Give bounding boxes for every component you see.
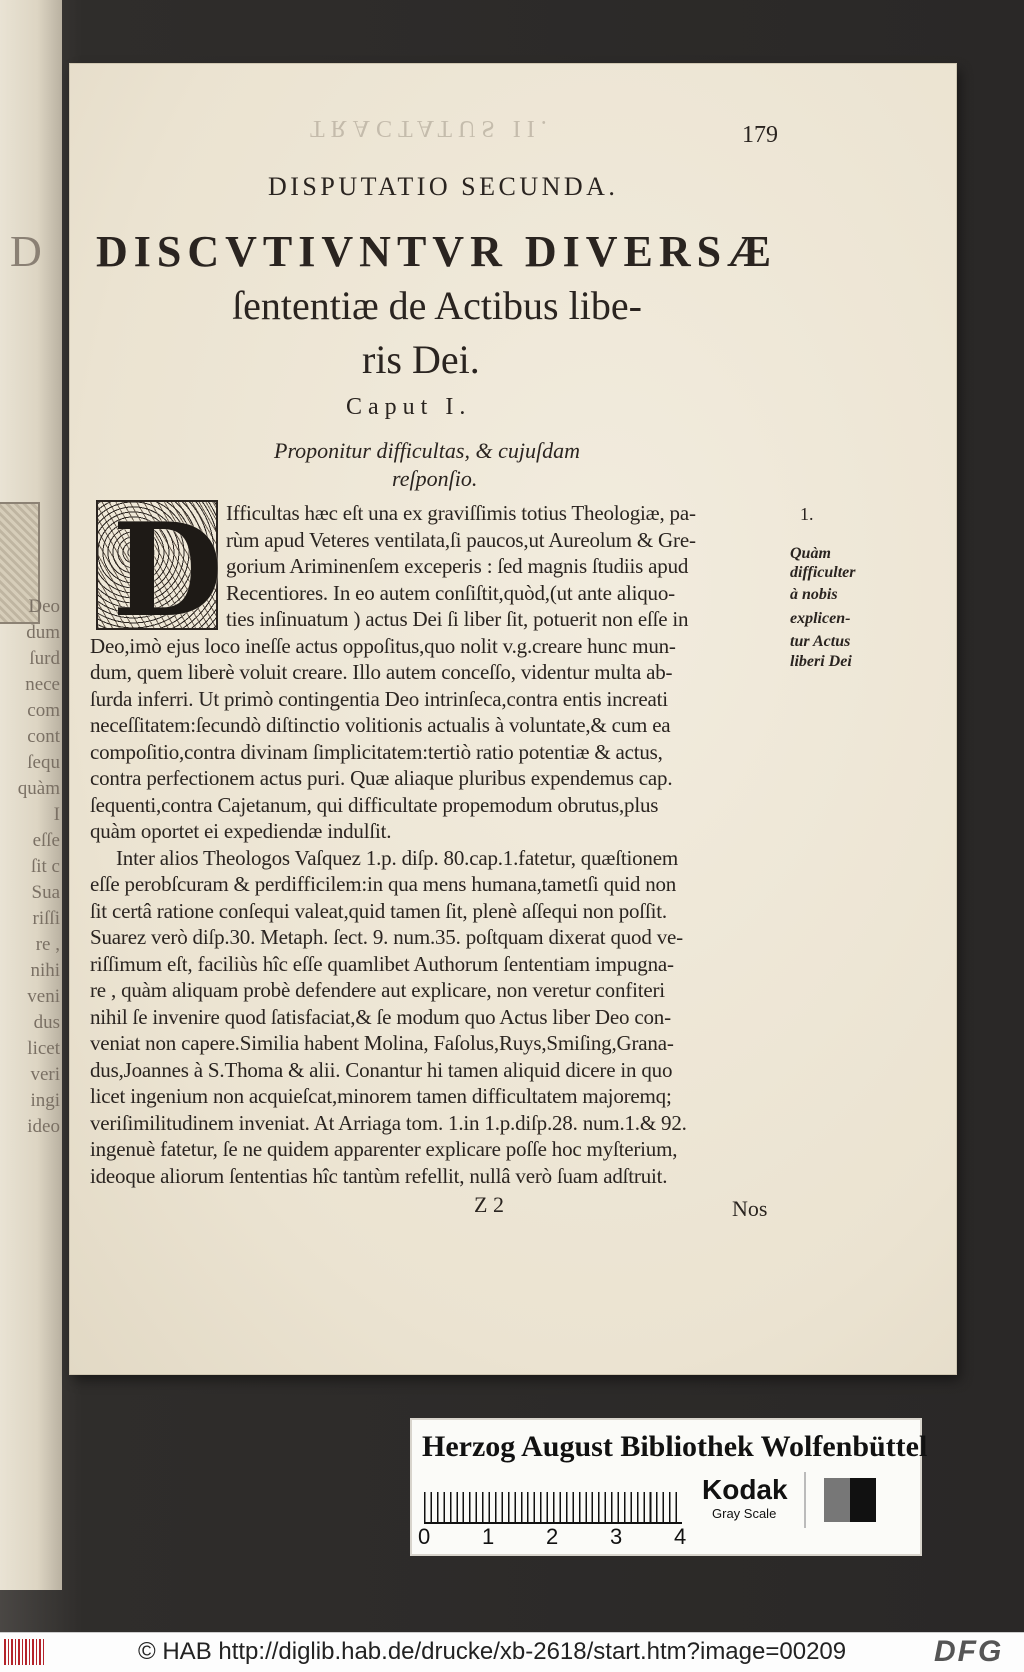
- scale-number: 1: [482, 1524, 495, 1549]
- left-fragment-line: Deo: [28, 596, 60, 617]
- left-page-initial: D: [10, 227, 42, 276]
- left-fragment-line: nihi: [30, 960, 60, 981]
- left-fragment-line: nece: [25, 674, 60, 695]
- kodak-logo: Kodak: [702, 1474, 788, 1505]
- gray-scale-label: Gray Scale: [712, 1506, 777, 1521]
- body-line: Suarez verò diſp.30. Metaph. ſect. 9. num.35. poſtquam dixerat quod ve-: [90, 925, 683, 949]
- left-fragment-line: cont: [27, 726, 60, 747]
- body-line: Ifficultas hæc eſt una ex graviſſimis totius Theologiæ, pa-: [226, 501, 696, 525]
- chapter-title-line: ris Dei.: [362, 337, 480, 382]
- body-line: rùm apud Veteres ventilata,ſi paucos,ut Aureolum & Gre-: [226, 527, 696, 552]
- left-fragment-line: Sua: [31, 882, 60, 903]
- body-line: gorium Ariminenſem exceperis : ſed magnis ſtudiis apud: [226, 554, 689, 578]
- chapter-title-line: ſententiæ de Actibus libe-: [232, 283, 642, 328]
- library-label-card: [412, 1420, 928, 1554]
- catchword: Nos: [732, 1196, 768, 1221]
- caput-heading: Caput I.: [346, 394, 472, 420]
- body-line: ties inſinuatum ) actus Dei ſi liber ſit, potuerit non eſſe in: [226, 607, 689, 631]
- margin-note-line: Quàm: [790, 545, 831, 562]
- body-line: veniat non capere.Similia habent Molina, Faſolus,Ruys,Smiſing,Grana-: [90, 1031, 674, 1055]
- margin-note-line: à nobis: [790, 586, 838, 603]
- dfg-logo: DFG: [934, 1635, 1004, 1668]
- body-line: nihil ſe invenire quod ſatisfaciat,& ſe modum quo Actus liber Deo con-: [90, 1004, 671, 1029]
- left-page-fragment: [0, 0, 62, 1590]
- body-line: contra perfectionem actus puri. Quæ aliaque pluribus expendemus cap.: [90, 766, 673, 790]
- margin-number: 1.: [800, 504, 814, 524]
- left-fragment-line: ſequ: [27, 752, 60, 773]
- body-line: veriſimilitudinem inveniat. At Arriaga tom. 1.in 1.p.diſp.28. num.1.& 92.: [90, 1110, 687, 1135]
- body-line: ſequenti,contra Cajetanum, qui difficultate propemodum obrutus,plus: [90, 792, 659, 817]
- left-fragment-line: dus: [33, 1012, 60, 1033]
- scale-ruler: [424, 1478, 682, 1524]
- gray-swatch: [824, 1478, 850, 1522]
- body-line: neceſſitatem:ſecundò diſtinctio volitionis actualis à voluntate,& cum ea: [90, 713, 671, 737]
- body-line: Recentiores. In eo autem conſiſtit,quòd,(ut ante aliquo-: [226, 580, 675, 605]
- left-fragment-line: licet: [27, 1038, 60, 1059]
- body-line: compoſitio,contra divinam ſimplicitatem:tertiò ratio potentiæ & actus,: [90, 739, 663, 764]
- body-line: ſit certâ ratione conſequi valeat,quid tamen ſit, plenè aſſequi non poſſit.: [90, 898, 667, 923]
- body-line: eſſe perobſcuram & perdifficilem:in qua mens humana,tametſi quid non: [90, 872, 677, 896]
- left-fragment-line: re ,: [35, 934, 60, 955]
- body-line: Deo,imò ejus loco ineſſe actus oppoſitus,quo nolit v.g.creare hunc mun-: [90, 633, 676, 658]
- margin-note-line: tur Actus: [790, 633, 851, 650]
- card-divider: [804, 1472, 806, 1528]
- signature-mark: Z 2: [474, 1192, 504, 1217]
- left-fragment-line: ideo: [27, 1116, 60, 1137]
- body-line: ſurda inferri. Ut primò contingentia Deo intrinſeca,contra entis increati: [90, 686, 668, 711]
- left-fragment-line: veri: [30, 1064, 60, 1085]
- left-fragment-line: ingi: [30, 1090, 60, 1111]
- body-line: Inter alios Theologos Vaſquez 1.p. diſp. 80.cap.1.fatetur, quæſtionem: [116, 845, 678, 870]
- caput-subtitle-line: Proponitur difficultas, & cujuſdam: [274, 438, 580, 463]
- body-line: ideoque aliorum ſententias hîc tantùm refellit, nullâ verò ſuam adſtruit.: [90, 1163, 668, 1188]
- body-line: dum, quem liberè voluit creare. Illo autem conceſſo, videntur multa ab-: [90, 660, 673, 684]
- black-swatch: [850, 1478, 876, 1522]
- book-page: [70, 64, 956, 1374]
- body-line: riſſimum eſt, faciliùs hîc eſſe quamlibet Authorum ſententiam impugna-: [90, 951, 674, 976]
- disputatio-heading: DISPUTATIO SECUNDA.: [268, 172, 619, 201]
- scale-number: 0: [418, 1524, 431, 1549]
- left-fragment-line: I: [53, 804, 60, 825]
- chapter-title-line: DISCVTIVNTVR DIVERSÆ: [96, 227, 778, 276]
- barcode-icon: [4, 1639, 44, 1665]
- running-head-showthrough: TRACTATUS II.: [310, 115, 553, 141]
- left-fragment-line: quàm: [17, 778, 60, 799]
- scale-number: 3: [610, 1524, 623, 1549]
- body-line: licet ingenium non acquieſcat,minorem tamen difficultatem majoremq;: [90, 1084, 672, 1108]
- left-fragment-line: com: [27, 700, 60, 721]
- body-line: ingenuè fatetur, ſe ne quidem apparenter explicare poſſe hoc myſterium,: [90, 1137, 678, 1161]
- decorated-initial: [96, 496, 223, 646]
- left-fragment-line: dum: [26, 622, 60, 643]
- left-fragment-line: ſit c: [30, 856, 60, 877]
- caput-subtitle-line: reſponſio.: [392, 466, 478, 491]
- body-line: dus,Joannes à S.Thoma & alii. Conantur hi tamen aliquid dicere in quo: [90, 1057, 673, 1082]
- body-line: quàm oportet ei expediendæ indulſit.: [90, 819, 392, 843]
- scale-number: 4: [674, 1524, 687, 1549]
- left-fragment-line: veni: [27, 986, 60, 1007]
- margin-note-line: difficulter: [790, 564, 856, 581]
- body-line: re , quàm aliquam probè defendere aut explicare, non veretur confiteri: [90, 978, 665, 1002]
- footer-bar: [0, 1632, 1024, 1672]
- left-fragment-line: riſſi: [32, 908, 60, 929]
- library-name: Herzog August Bibliothek Wolfenbüttel: [422, 1430, 928, 1463]
- margin-note-line: explicen-: [790, 610, 851, 627]
- scale-number: 2: [546, 1524, 559, 1549]
- page-number: 179: [742, 122, 778, 148]
- decorated-initial-letter: D: [112, 496, 223, 646]
- left-fragment-line: eſſe: [32, 830, 60, 851]
- left-fragment-line: ſurd: [29, 648, 60, 669]
- margin-note-line: liberi Dei: [790, 653, 852, 670]
- footer-copyright-url[interactable]: © HAB http://diglib.hab.de/drucke/xb-2618/start.htm?image=00209: [138, 1638, 847, 1665]
